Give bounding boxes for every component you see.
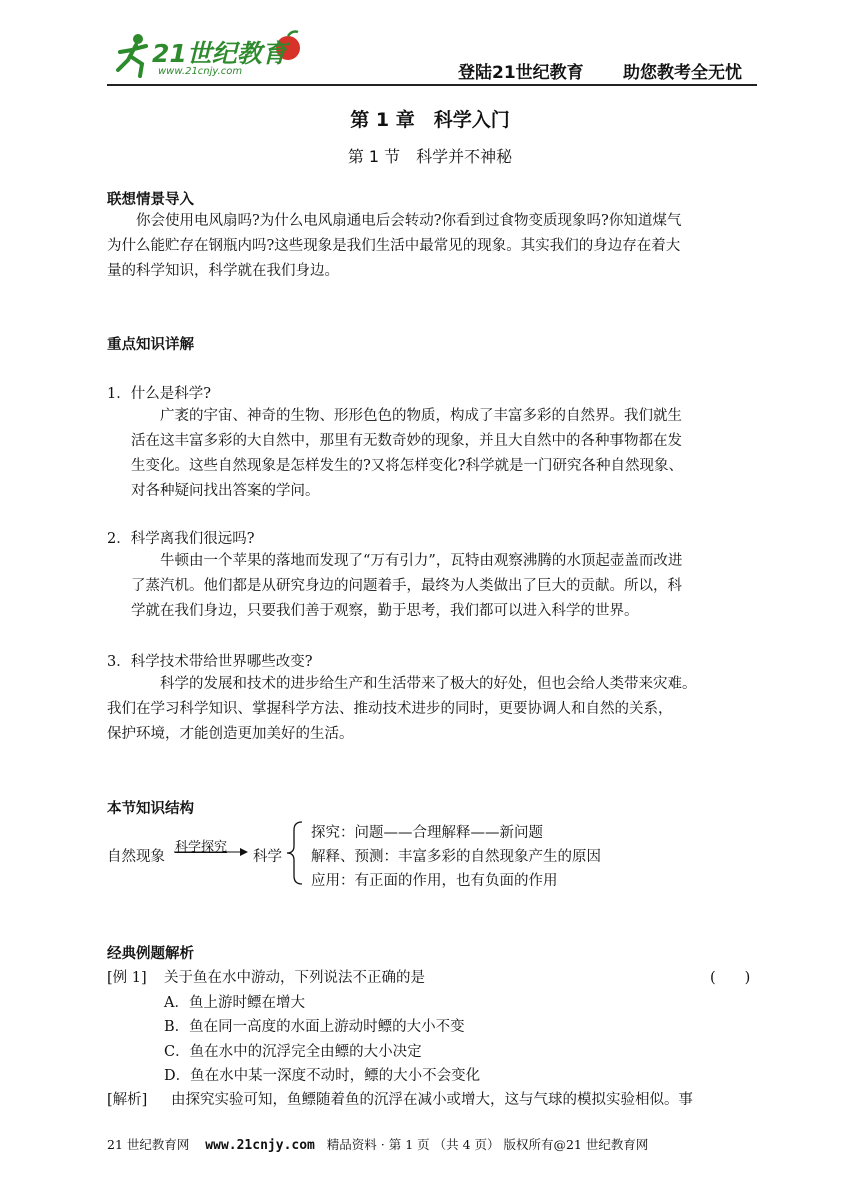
header-left-slogan: 登陆21世纪教育	[458, 63, 584, 83]
intro-line: 量的科学知识，科学就在我们身边。	[107, 263, 339, 279]
footer-site: 21 世纪教育网	[107, 1137, 190, 1152]
structure-branch-2: 解释、预测：丰富多彩的自然现象产生的原因	[311, 849, 601, 865]
key-item-line: 我们在学习科学知识、掌握科学方法、推动技术进步的同时，更要协调人和自然的关系，	[107, 701, 673, 717]
structure-left-node: 自然现象	[107, 849, 165, 865]
key-item-line: 对各种疑问找出答案的学问。	[131, 483, 320, 499]
example-1-question: 关于鱼在水中游动，下列说法不正确的是	[164, 970, 425, 986]
key-item-3-title: 3．科学技术带给世界哪些改变?	[107, 654, 313, 670]
structure-arrow-label: 科学探究	[175, 840, 228, 855]
option-b: B．鱼在同一高度的水面上游动时鳔的大小不变	[164, 1019, 465, 1035]
example-1-answer-paren: ( )	[710, 970, 751, 986]
key-item-line: 牛顿由一个苹果的落地而发现了“万有引力”，瓦特由观察沸腾的水顶起壶盖而改进	[160, 553, 683, 569]
example-1-label: [例 1]	[107, 970, 147, 986]
intro-heading: 联想情景导入	[107, 192, 194, 208]
key-item-3-body	[107, 672, 758, 747]
intro-paragraph	[107, 209, 758, 284]
analysis-text: 由探究实验可知，鱼鳔随着鱼的沉浮在减小或增大，这与气球的模拟实验相似。事	[171, 1092, 693, 1108]
section-title: 第 1 节 科学并不神秘	[347, 147, 513, 166]
option-c: C．鱼在水中的沉浮完全由鳔的大小决定	[164, 1044, 422, 1060]
header-right-slogan: 助您教考全无忧	[623, 63, 742, 83]
structure-middle-node: 科学	[253, 849, 282, 865]
structure-branch-1: 探究：问题——合理解释——新问题	[311, 825, 543, 841]
key-item-line: 广袤的宇宙、神奇的生物、形形色色的物质，构成了丰富多彩的自然界。我们就生	[160, 408, 682, 424]
structure-branch-3: 应用：有正面的作用，也有负面的作用	[311, 873, 558, 889]
key-item-2-body	[131, 549, 758, 624]
examples-heading: 经典例题解析	[107, 946, 194, 962]
intro-line: 你会使用电风扇吗?为什么电风扇通电后会转动?你看到过食物变质现象吗?你知道煤气	[136, 213, 682, 229]
intro-line: 为什么能贮存在钢瓶内吗?这些现象是我们生活中最常见的现象。其实我们的身边存在着大	[107, 238, 681, 254]
structure-arrow	[172, 845, 250, 859]
key-item-line: 了蒸汽机。他们都是从研究身边的问题着手，最终为人类做出了巨大的贡献。所以，科	[131, 578, 682, 594]
analysis-label: [解析]	[107, 1092, 148, 1108]
key-item-line: 保护环境，才能创造更加美好的生活。	[107, 726, 354, 742]
key-item-1-title: 1．什么是科学?	[107, 386, 211, 402]
logo-url: www.21cnjy.com	[158, 66, 243, 77]
logo-text: 21世纪教育	[152, 39, 287, 68]
footer-url[interactable]: www.21cnjy.com	[205, 1138, 315, 1153]
footer-page-info: 精品资料 · 第 1 页 （共 4 页） 版权所有@21 世纪教育网	[326, 1137, 649, 1152]
key-item-2-title: 2．科学离我们很远吗?	[107, 531, 255, 547]
key-item-line: 学就在我们身边，只要我们善于观察，勤于思考，我们都可以进入科学的世界。	[131, 603, 639, 619]
key-item-line: 活在这丰富多彩的大自然中，那里有无数奇妙的现象，并且大自然中的各种事物都在发	[131, 433, 682, 449]
option-d: D．鱼在水中某一深度不动时，鳔的大小不会变化	[164, 1068, 481, 1084]
structure-heading: 本节知识结构	[107, 801, 194, 817]
page-footer	[107, 1135, 648, 1153]
header-divider	[107, 84, 757, 86]
key-heading: 重点知识详解	[107, 337, 194, 353]
key-item-line: 科学的发展和技术的进步给生产和生活带来了极大的好处，但也会给人类带来灾难。	[160, 676, 697, 692]
chapter-title: 第 1 章 科学入门	[350, 109, 510, 131]
option-a: A．鱼上游时鳔在增大	[164, 995, 305, 1011]
key-item-1-body	[131, 404, 758, 504]
structure-brace	[286, 820, 306, 886]
key-item-line: 生变化。这些自然现象是怎样发生的?又将怎样变化?科学就是一门研究各种自然现象、	[131, 458, 684, 474]
